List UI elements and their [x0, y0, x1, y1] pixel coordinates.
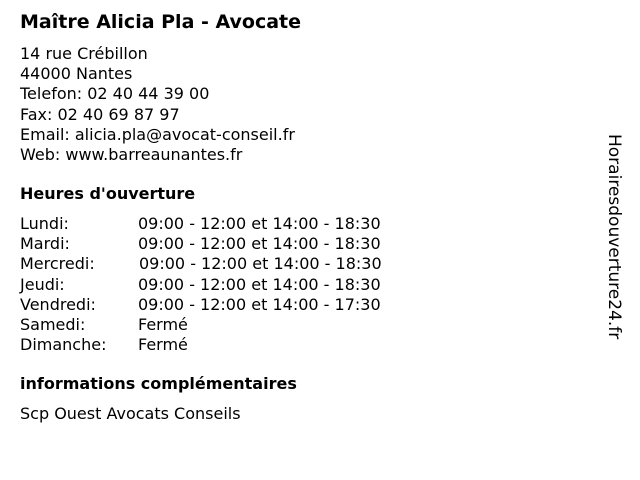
opening-hours-heading: Heures d'ouverture — [20, 184, 196, 203]
opening-hours-table — [20, 214, 382, 355]
hours-row-sunday — [20, 335, 382, 355]
day-hours: 09:00 - 12:00 et 14:00 - 18:30 — [138, 234, 381, 254]
day-label: Vendredi: — [20, 294, 96, 314]
website: Web: www.barreaunantes.fr — [20, 145, 243, 165]
site-watermark: Horairesdouverture24.fr — [604, 134, 624, 340]
day-label: Dimanche: — [20, 335, 107, 355]
phone-number: Telefon: 02 40 44 39 00 — [20, 84, 210, 104]
fax-number: Fax: 02 40 69 87 97 — [20, 104, 180, 124]
day-label: Samedi: — [20, 314, 86, 334]
day-hours: 09:00 - 12:00 et 14:00 - 18:30 — [139, 254, 382, 274]
day-label: Jeudi: — [20, 274, 65, 294]
hours-row-saturday — [20, 315, 382, 335]
additional-info-heading: informations complémentaires — [20, 374, 297, 393]
day-label: Lundi: — [20, 214, 69, 233]
contact-info — [20, 44, 295, 165]
hours-row-tuesday — [20, 234, 382, 254]
day-hours: 09:00 - 12:00 et 14:00 - 18:30 — [138, 214, 381, 233]
additional-info-text: Scp Ouest Avocats Conseils — [20, 404, 241, 423]
page-title: Maître Alicia Pla - Avocate — [20, 11, 302, 33]
day-hours: 09:00 - 12:00 et 14:00 - 18:30 — [138, 274, 381, 294]
day-hours: Fermé — [138, 314, 188, 334]
hours-row-wednesday — [20, 254, 382, 274]
day-label: Mardi: — [20, 234, 70, 254]
email-address: Email: alicia.pla@avocat-conseil.fr — [20, 124, 295, 144]
day-hours: Fermé — [138, 335, 188, 355]
day-label: Mercredi: — [20, 254, 95, 274]
address-street: 14 rue Crébillon — [20, 44, 148, 63]
day-hours: 09:00 - 12:00 et 14:00 - 17:30 — [138, 294, 381, 314]
address-city: 44000 Nantes — [20, 64, 133, 84]
hours-row-monday — [20, 214, 382, 234]
hours-row-friday — [20, 295, 382, 315]
hours-row-thursday — [20, 275, 382, 295]
